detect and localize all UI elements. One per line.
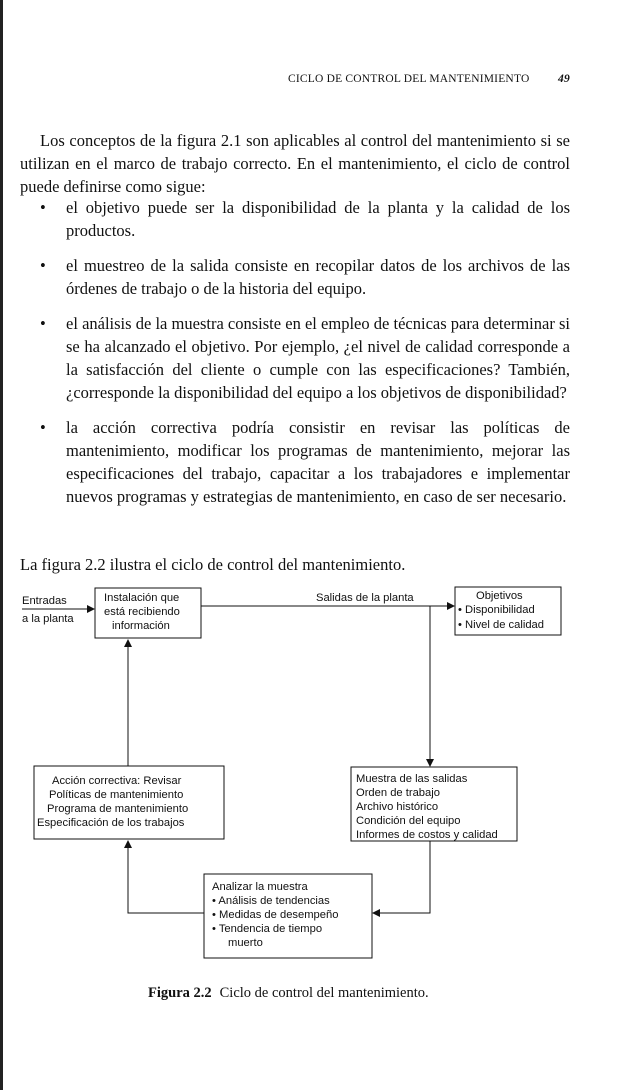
inputs-label-line1: Entradas xyxy=(22,595,67,607)
analyze-item-trends: • Análisis de tendencias xyxy=(212,895,330,907)
bullet-item: • el análisis de la muestra consiste en el empleo de técnicas para determinar si se ha alcanzado el objetivo. Por ejemplo, ¿el nivel de calidad corresponde a la satisfacción del cliente o cumple con las especificaciones? También, ¿corresponde la disponibilidad del equipo a los objetivos de disponibilidad? xyxy=(40,314,570,402)
sample-line5: Informes de costos y calidad xyxy=(356,829,498,841)
intro-paragraph: Los conceptos de la figura 2.1 son aplicables al control del mantenimiento si se utilizan en el marco de trabajo correcto. En el mantenimiento, el ciclo de control puede definirse como sigue: xyxy=(20,130,570,196)
inputs-label-line2: a la planta xyxy=(22,613,74,625)
objectives-title: Objetivos xyxy=(476,590,523,602)
sample-line2: Orden de trabajo xyxy=(356,787,440,799)
analyze-item-performance: • Medidas de desempeño xyxy=(212,909,339,921)
figure-intro: La figura 2.2 ilustra el ciclo de control del mantenimiento. xyxy=(20,554,406,574)
caption-label: Figura 2.2 xyxy=(148,985,212,1001)
analyze-item-downtime-cont: muerto xyxy=(228,937,263,949)
running-title: CICLO DE CONTROL DEL MANTENIMIENTO xyxy=(288,73,530,85)
figure-caption xyxy=(148,985,429,1002)
bullet-item: • la acción correctiva podría consistir en revisar las políticas de mantenimiento, modificar los programas de mantenimiento, mejorar las especificaciones del trabajo, capacitar a los trabajadores e implementar nuevos programas y estrategias de mantenimiento, en caso de ser necesario. xyxy=(40,418,570,506)
to-corrective-arrow xyxy=(128,841,204,913)
installation-line1: Instalación que xyxy=(104,592,180,604)
page-number: 49 xyxy=(558,73,570,85)
bullet-item: • el muestreo de la salida consiste en recopilar datos de los archivos de las órdenes de trabajo o de la historia del equipo. xyxy=(40,256,570,298)
corrective-line1: Acción correctiva: Revisar xyxy=(52,775,182,787)
sample-line1: Muestra de las salidas xyxy=(356,773,468,785)
to-analyze-arrow xyxy=(373,841,430,913)
outputs-label: Salidas de la planta xyxy=(316,592,414,604)
sample-line3: Archivo histórico xyxy=(356,801,439,813)
corrective-line3: Programa de mantenimiento xyxy=(47,803,189,815)
corrective-line4: Especificación de los trabajos xyxy=(37,817,185,829)
sample-line4: Condición del equipo xyxy=(356,815,461,827)
corrective-line2: Políticas de mantenimiento xyxy=(49,789,184,801)
objectives-item-quality: • Nivel de calidad xyxy=(458,619,545,631)
analyze-item-downtime: • Tendencia de tiempo xyxy=(212,923,323,935)
installation-line3: información xyxy=(112,620,170,632)
objectives-item-availability: • Disponibilidad xyxy=(458,604,535,616)
analyze-title: Analizar la muestra xyxy=(212,881,308,893)
installation-line2: está recibiendo xyxy=(104,606,180,618)
bullet-item: • el objetivo puede ser la disponibilidad de la planta y la calidad de los productos. xyxy=(40,198,570,240)
caption-text: Ciclo de control del mantenimiento. xyxy=(219,985,429,1001)
